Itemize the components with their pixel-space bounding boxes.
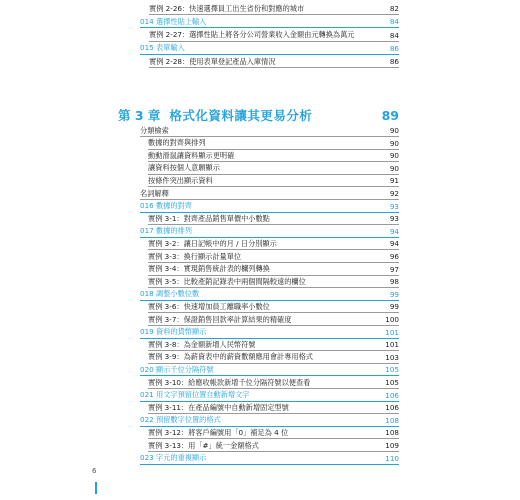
toc-item-page: 92 bbox=[389, 189, 399, 198]
toc-item-page: 86 bbox=[389, 57, 399, 67]
toc-item-label: 數據的對齊與排列 bbox=[148, 138, 206, 148]
toc-item-label: 023 字元的重複顯示 bbox=[140, 453, 207, 463]
toc-item-page: 101 bbox=[385, 340, 399, 350]
toc-topic-item[interactable] bbox=[140, 125, 399, 137]
toc-item-page: 103 bbox=[385, 352, 399, 362]
toc-item-page: 86 bbox=[389, 43, 399, 53]
toc-example-item[interactable] bbox=[148, 138, 399, 150]
toc-item-label: 020 顯示千位分隔符號 bbox=[140, 364, 214, 374]
toc-item-label: 實例 2-27：選擇性貼上將各分公司營業收入金額由元轉換為萬元 bbox=[149, 30, 355, 40]
toc-item-page: 105 bbox=[385, 365, 399, 375]
toc-item-page: 93 bbox=[389, 214, 399, 224]
toc-section-item[interactable] bbox=[140, 43, 399, 55]
toc-item-label: 動動滑鼠讓資料顯示更明確 bbox=[148, 150, 235, 160]
toc-section-item[interactable] bbox=[140, 390, 399, 402]
toc-section-item[interactable] bbox=[140, 327, 399, 339]
toc-item-page: 90 bbox=[389, 138, 399, 148]
toc-item-page: 98 bbox=[389, 277, 399, 287]
toc-item-page: 101 bbox=[385, 327, 399, 337]
toc-example-item[interactable] bbox=[148, 301, 399, 313]
chapter-page: 89 bbox=[381, 107, 399, 123]
toc-item-page: 110 bbox=[385, 453, 399, 463]
toc-item-page: 97 bbox=[389, 264, 399, 274]
toc-item-page: 109 bbox=[385, 441, 399, 450]
toc-item-page: 99 bbox=[389, 289, 399, 299]
toc-item-label: 021 用文字預留位置自動新增文字 bbox=[140, 390, 250, 400]
toc-example-item[interactable] bbox=[148, 163, 399, 175]
toc-example-item[interactable] bbox=[148, 339, 399, 351]
chapter-number: 第 3 章 bbox=[118, 108, 161, 123]
toc-item-label: 實例 3-6：快速增加員工離職率小數位 bbox=[148, 301, 270, 311]
toc-item-page: 84 bbox=[389, 30, 399, 40]
chapter-title: 格式化資料讓其更易分析 bbox=[169, 108, 313, 123]
toc-item-label: 實例 2-28：使用表單登記產品入庫情況 bbox=[149, 56, 276, 66]
toc-item-label: 019 資料的貨幣顯示 bbox=[140, 327, 207, 337]
toc-item-label: 022 預留數字位置的格式 bbox=[140, 415, 221, 425]
toc-section-item[interactable] bbox=[140, 364, 399, 376]
toc-item-label: 018 調整小數位數 bbox=[140, 289, 200, 299]
toc-item-page: 82 bbox=[389, 4, 399, 13]
toc-item-label: 分類檢索 bbox=[140, 125, 169, 135]
chapter-heading[interactable] bbox=[118, 106, 399, 124]
toc-item-page: 93 bbox=[389, 201, 399, 211]
toc-item-page: 91 bbox=[389, 176, 399, 186]
toc-example-item[interactable] bbox=[148, 251, 399, 263]
toc-item-label: 實例 2-26：快速選擇員工出生省份和對應的城市 bbox=[149, 3, 305, 13]
footer-accent-bar bbox=[95, 482, 97, 494]
toc-example-item[interactable] bbox=[148, 314, 399, 326]
toc-item-page: 90 bbox=[389, 126, 399, 135]
toc-item-label: 實例 3-10：給應收帳款新增千位分隔符號以便查看 bbox=[148, 377, 311, 387]
toc-item-label: 實例 3-5：比較產銷記錄表中兩個間隔較遠的欄位 bbox=[148, 276, 306, 286]
toc-example-item[interactable] bbox=[148, 175, 399, 187]
toc-example-item[interactable] bbox=[149, 56, 399, 68]
toc-item-page: 99 bbox=[389, 302, 399, 312]
toc-item-page: 106 bbox=[385, 403, 399, 413]
toc-example-item[interactable] bbox=[148, 377, 399, 389]
toc-section-item[interactable] bbox=[140, 453, 399, 465]
toc-item-label: 014 選擇性貼上輸入 bbox=[140, 16, 207, 26]
toc-section-item[interactable] bbox=[140, 226, 399, 238]
toc-item-label: 實例 3-13：用「#」統一金額格式 bbox=[148, 440, 259, 450]
toc-section-item[interactable] bbox=[140, 201, 399, 213]
toc-item-label: 實例 3-9：為薪資表中的薪資數額應用會計專用格式 bbox=[148, 352, 313, 362]
toc-item-page: 106 bbox=[385, 390, 399, 400]
toc-item-page: 90 bbox=[389, 151, 399, 161]
toc-item-page: 108 bbox=[385, 415, 399, 425]
toc-item-label: 實例 3-3：換行顯示計量單位 bbox=[148, 251, 242, 261]
toc-example-item[interactable] bbox=[148, 213, 399, 225]
toc-item-label: 實例 3-12：將客戶編號用「0」補足為 4 位 bbox=[148, 427, 289, 437]
toc-example-item[interactable] bbox=[148, 150, 399, 162]
toc-item-page: 84 bbox=[389, 17, 399, 27]
toc-item-label: 實例 3-11：在產品編號中自動新增固定型號 bbox=[148, 402, 289, 412]
toc-example-item[interactable] bbox=[148, 264, 399, 276]
toc-item-page: 105 bbox=[385, 378, 399, 387]
toc-item-label: 實例 3-4：實現銷售統計表的欄列轉換 bbox=[148, 264, 270, 274]
toc-topic-item[interactable] bbox=[140, 188, 399, 200]
toc-item-label: 讓資料按個人意願顯示 bbox=[148, 163, 220, 173]
toc-example-item[interactable] bbox=[149, 30, 399, 42]
toc-example-item[interactable] bbox=[148, 440, 399, 452]
toc-example-item[interactable] bbox=[148, 402, 399, 414]
toc-item-page: 90 bbox=[389, 163, 399, 173]
toc-item-label: 名詞解釋 bbox=[140, 188, 169, 198]
toc-item-label: 實例 3-7：保證銷售回款率計算結果的精確度 bbox=[148, 314, 292, 324]
toc-section-item[interactable] bbox=[140, 289, 399, 301]
toc-item-page: 100 bbox=[385, 315, 399, 324]
toc-example-item[interactable] bbox=[148, 276, 399, 288]
toc-example-item[interactable] bbox=[148, 238, 399, 250]
footer-page-number: 6 bbox=[92, 467, 97, 475]
toc-example-item[interactable] bbox=[148, 427, 399, 439]
toc-item-label: 實例 3-2：讓日記帳中的月 / 日分別顯示 bbox=[148, 238, 277, 248]
toc-item-page: 94 bbox=[389, 226, 399, 236]
toc-example-item[interactable] bbox=[148, 352, 399, 364]
toc-item-label: 實例 3-8：為金額新增人民幣符號 bbox=[148, 339, 256, 349]
toc-item-page: 96 bbox=[389, 252, 399, 261]
toc-section-item[interactable] bbox=[140, 415, 399, 427]
toc-section-item[interactable] bbox=[140, 16, 399, 28]
toc-item-page: 108 bbox=[385, 428, 399, 438]
toc-item-label: 按條件突出顯示資料 bbox=[148, 175, 213, 185]
toc-item-label: 015 表單輸入 bbox=[140, 43, 185, 53]
toc-item-label: 017 數據的排列 bbox=[140, 226, 192, 236]
toc-item-page: 94 bbox=[389, 239, 399, 249]
toc-item-label: 實例 3-1：對齊產品銷售單價中小數點 bbox=[148, 213, 270, 223]
toc-item-label: 016 數據的對齊 bbox=[140, 201, 192, 211]
toc-example-item[interactable] bbox=[149, 3, 399, 15]
